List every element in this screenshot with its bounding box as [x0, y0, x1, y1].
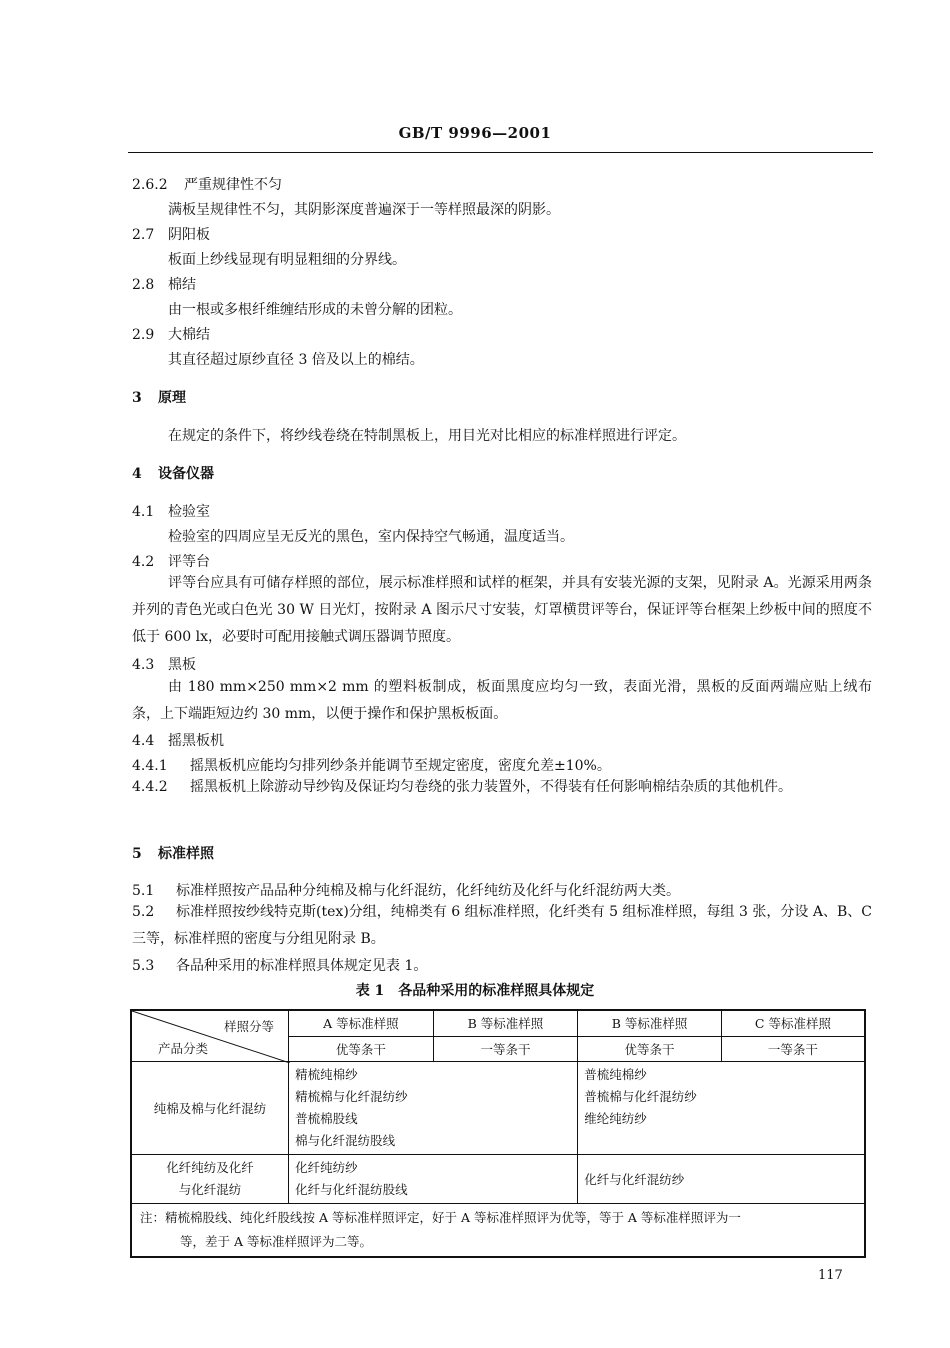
table-header-row [131, 1010, 865, 1036]
table-row [131, 1155, 865, 1204]
table-note: 注：精梳棉股线、纯化纤股线按 A 等标准样照评定，好于 A 等标准样照评为优等，等于 A 等标准样照评为一 等，差于 A 等标准样照评为二等。 [131, 1204, 865, 1258]
product-item: 棉与化纤混纺股线 [295, 1133, 396, 1148]
product-item: 维纶纯纺纱 [584, 1111, 647, 1126]
chapter-heading: 5 标准样照 [132, 846, 214, 862]
section-heading: 4.3 黑板 [132, 657, 196, 673]
corner-label-category: 产品分类 [158, 1041, 209, 1056]
table-subheader: 一等条干 [721, 1036, 865, 1061]
section-text: 满板呈规律性不匀，其阴影深度普遍深于一等样照最深的阴影。 [168, 202, 560, 218]
section-text: 检验室的四周应呈无反光的黑色，室内保持空气畅通，温度适当。 [168, 529, 574, 545]
ab-grade-products-cell [289, 1062, 578, 1155]
table-row [131, 1062, 865, 1155]
section-heading: 5.1 标准样照按产品品种分纯棉及棉与化纤混纺，化纤纯纺及化纤与化纤混纺两大类。 [132, 883, 680, 899]
table-header: B 等标准样照 [433, 1010, 578, 1036]
table-caption: 表 1 各品种采用的标准样照具体规定 [355, 983, 595, 999]
section-heading: 2.6.2 严重规律性不匀 [132, 177, 282, 193]
standard-number-header: GB/T 9996—2001 [398, 124, 552, 142]
table-header: C 等标准样照 [721, 1010, 865, 1036]
bc-grade-products-cell [578, 1155, 865, 1204]
table-subheader: 优等条干 [578, 1036, 722, 1061]
corner-label-grade: 样照分等 [224, 1019, 275, 1034]
section-text: 由一根或多根纤维缠结形成的未曾分解的团粒。 [168, 302, 462, 318]
chapter-heading: 3 原理 [132, 390, 186, 406]
table-note-row [131, 1204, 865, 1258]
table-header: A 等标准样照 [289, 1010, 434, 1036]
category-cell: 化纤纯纺及化纤 与化纤混纺 [131, 1155, 289, 1204]
section-heading: 4.1 检验室 [132, 504, 210, 520]
product-item: 普梳纯棉纱 [584, 1067, 647, 1082]
bc-grade-products-cell [578, 1062, 865, 1155]
section-heading: 4.2 评等台 [132, 554, 210, 570]
table-corner-cell [131, 1010, 289, 1062]
section-heading: 2.8 棉结 [132, 277, 196, 293]
section-heading: 2.7 阴阳板 [132, 227, 210, 243]
section-text: 板面上纱线显现有明显粗细的分界线。 [168, 252, 406, 268]
header-rule [128, 152, 873, 153]
table-subheader: 一等条干 [433, 1036, 578, 1061]
standard-photo-table [130, 1009, 866, 1258]
table-header: B 等标准样照 [578, 1010, 722, 1036]
section-paragraph: 评等台应具有可储存样照的部位，展示标准样照和试样的框架，并具有安装光源的支架，见附录 A。光源采用两条并列的青色光或白色光 30 W 日光灯，按附录 A 图示尺寸安装，灯罩横贯评等台，保证评等台框架上纱板中间的照度不低于 600 lx，必要时可配用接触式调压器调节照度。 [132, 575, 872, 645]
product-item: 普梳棉股线 [295, 1111, 358, 1126]
product-item: 化纤纯纺纱 [295, 1160, 358, 1175]
product-item: 化纤与化纤混纺股线 [295, 1182, 408, 1197]
table-subheader: 优等条干 [289, 1036, 434, 1061]
section-text: 在规定的条件下，将纱线卷绕在特制黑板上，用目光对比相应的标准样照进行评定。 [168, 428, 686, 444]
section-heading: 2.9 大棉结 [132, 327, 210, 343]
section-heading: 4.4.1 摇黑板机应能均匀排列纱条并能调节至规定密度，密度允差±10%。 [132, 758, 611, 774]
product-item: 普梳棉与化纤混纺纱 [584, 1089, 697, 1104]
section-paragraph: 5.2 标准样照按纱线特克斯(tex)分组，纯棉类有 6 组标准样照，化纤类有 5 组标准样照，每组 3 张，分设 A、B、C 三等，标准样照的密度与分组见附录 B。 [132, 904, 872, 947]
product-item: 化纤与化纤混纺纱 [584, 1172, 685, 1187]
section-paragraph: 4.4.2 摇黑板机上除游动导纱钩及保证均匀卷绕的张力装置外，不得装有任何影响棉结杂质的其他机件。 [132, 779, 792, 795]
category-cell: 纯棉及棉与化纤混纺 [131, 1062, 289, 1155]
section-text: 其直径超过原纱直径 3 倍及以上的棉结。 [168, 352, 424, 368]
page-number: 117 [818, 1268, 843, 1283]
chapter-heading: 4 设备仪器 [132, 466, 214, 482]
product-item: 精梳纯棉纱 [295, 1067, 358, 1082]
section-heading: 5.3 各品种采用的标准样照具体规定见表 1。 [132, 958, 428, 974]
section-heading: 4.4 摇黑板机 [132, 733, 224, 749]
ab-grade-products-cell [289, 1155, 578, 1204]
product-item: 精梳棉与化纤混纺纱 [295, 1089, 408, 1104]
section-paragraph: 由 180 mm×250 mm×2 mm 的塑料板制成，板面黑度应均匀一致，表面光滑，黑板的反面两端应贴上绒布条，上下端距短边约 30 mm，以便于操作和保护黑板板面。 [132, 679, 872, 722]
